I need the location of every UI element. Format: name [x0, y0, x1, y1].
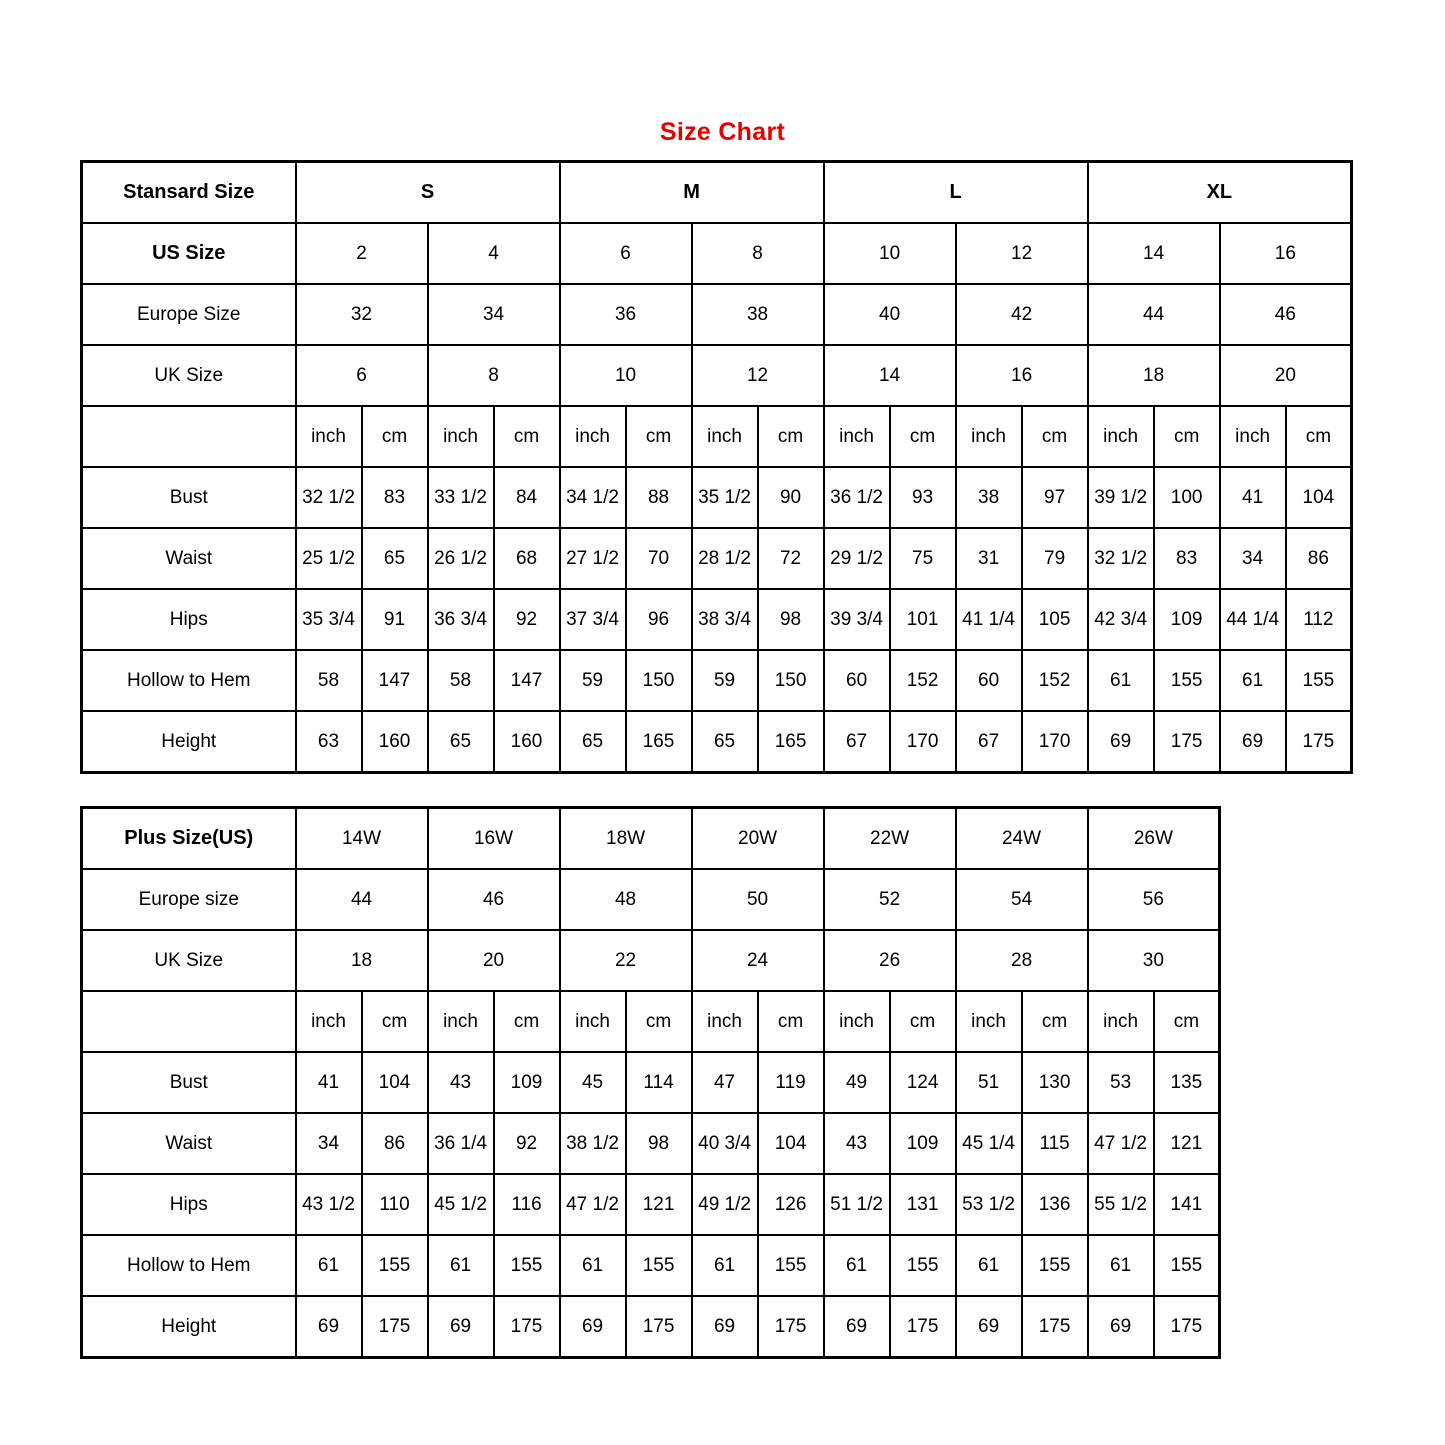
unit-cell: cm: [890, 991, 956, 1052]
measure-value: 37 3/4: [560, 589, 626, 650]
size-value: 44: [296, 869, 428, 930]
measure-value: 147: [494, 650, 560, 711]
row-label: Height: [82, 711, 296, 773]
row-label: Europe size: [82, 869, 296, 930]
measure-value: 165: [626, 711, 692, 773]
unit-cell: cm: [758, 406, 824, 467]
measure-value: 39 3/4: [824, 589, 890, 650]
size-value: 50: [692, 869, 824, 930]
measure-value: 61: [560, 1235, 626, 1296]
measure-value: 40 3/4: [692, 1113, 758, 1174]
size-value: 10: [560, 345, 692, 406]
size-value: 6: [296, 345, 428, 406]
measure-value: 175: [758, 1296, 824, 1358]
size-value: 4: [428, 223, 560, 284]
measure-value: 43: [824, 1113, 890, 1174]
size-value: 20: [1220, 345, 1352, 406]
measure-value: 63: [296, 711, 362, 773]
measure-value: 32 1/2: [1088, 528, 1154, 589]
unit-cell: inch: [692, 991, 758, 1052]
measure-value: 124: [890, 1052, 956, 1113]
size-value: 2: [296, 223, 428, 284]
measure-value: 109: [494, 1052, 560, 1113]
measure-value: 175: [890, 1296, 956, 1358]
measure-value: 53: [1088, 1052, 1154, 1113]
size-value: 36: [560, 284, 692, 345]
measure-value: 91: [362, 589, 428, 650]
unit-cell: cm: [1022, 991, 1088, 1052]
measure-value: 32 1/2: [296, 467, 362, 528]
measure-value: 69: [1220, 711, 1286, 773]
measure-value: 83: [362, 467, 428, 528]
measure-value: 61: [296, 1235, 362, 1296]
measure-value: 98: [626, 1113, 692, 1174]
measure-value: 86: [1286, 528, 1352, 589]
size-value: 46: [428, 869, 560, 930]
measure-value: 53 1/2: [956, 1174, 1022, 1235]
measure-value: 175: [1022, 1296, 1088, 1358]
measure-value: 69: [428, 1296, 494, 1358]
measure-value: 41 1/4: [956, 589, 1022, 650]
measure-value: 59: [560, 650, 626, 711]
unit-cell: cm: [494, 406, 560, 467]
measure-value: 44 1/4: [1220, 589, 1286, 650]
measure-value: 147: [362, 650, 428, 711]
standard-measure-height: [82, 711, 1352, 773]
measure-value: 170: [890, 711, 956, 773]
measure-value: 45 1/2: [428, 1174, 494, 1235]
size-value: 8: [428, 345, 560, 406]
plus-size-24W: 24W: [956, 808, 1088, 870]
measure-value: 101: [890, 589, 956, 650]
plus-measure-hollow-to-hem: [82, 1235, 1220, 1296]
measure-value: 41: [296, 1052, 362, 1113]
measure-value: 36 1/4: [428, 1113, 494, 1174]
standard-measure-waist: [82, 528, 1352, 589]
plus-measure-bust: [82, 1052, 1220, 1113]
page-title: Size Chart: [659, 118, 786, 146]
plus-measure-height: [82, 1296, 1220, 1358]
size-value: 40: [824, 284, 956, 345]
size-value: 8: [692, 223, 824, 284]
measure-value: 150: [626, 650, 692, 711]
measure-value: 51 1/2: [824, 1174, 890, 1235]
measure-value: 165: [758, 711, 824, 773]
size-group-M: M: [560, 162, 824, 224]
measure-value: 65: [692, 711, 758, 773]
size-value: 14: [1088, 223, 1220, 284]
size-value: 10: [824, 223, 956, 284]
size-value: 32: [296, 284, 428, 345]
row-label: Hips: [82, 1174, 296, 1235]
measure-value: 155: [1154, 650, 1220, 711]
measure-value: 155: [1286, 650, 1352, 711]
unit-cell: inch: [824, 406, 890, 467]
measure-value: 100: [1154, 467, 1220, 528]
measure-value: 160: [494, 711, 560, 773]
measure-value: 88: [626, 467, 692, 528]
measure-value: 98: [758, 589, 824, 650]
measure-value: 175: [494, 1296, 560, 1358]
measure-value: 47: [692, 1052, 758, 1113]
measure-value: 115: [1022, 1113, 1088, 1174]
row-label: Hollow to Hem: [82, 650, 296, 711]
standard-measure-bust: [82, 467, 1352, 528]
row-label: UK Size: [82, 930, 296, 991]
unit-cell: inch: [296, 991, 362, 1052]
unit-cell: cm: [626, 406, 692, 467]
size-value: 52: [824, 869, 956, 930]
measure-value: 47 1/2: [560, 1174, 626, 1235]
size-value: 46: [1220, 284, 1352, 345]
measure-value: 116: [494, 1174, 560, 1235]
plus-size-14W: 14W: [296, 808, 428, 870]
size-value: 18: [296, 930, 428, 991]
unit-cell: cm: [1286, 406, 1352, 467]
measure-value: 175: [362, 1296, 428, 1358]
measure-value: 43: [428, 1052, 494, 1113]
size-value: 48: [560, 869, 692, 930]
measure-value: 61: [692, 1235, 758, 1296]
measure-value: 96: [626, 589, 692, 650]
measure-value: 61: [1088, 650, 1154, 711]
measure-value: 26 1/2: [428, 528, 494, 589]
unit-cell: cm: [362, 406, 428, 467]
size-value: 26: [824, 930, 956, 991]
measure-value: 130: [1022, 1052, 1088, 1113]
measure-value: 55 1/2: [1088, 1174, 1154, 1235]
standard-row-europe-size: [82, 284, 1352, 345]
measure-value: 60: [956, 650, 1022, 711]
unit-cell: inch: [692, 406, 758, 467]
measure-value: 69: [560, 1296, 626, 1358]
unit-cell: cm: [362, 991, 428, 1052]
measure-value: 104: [758, 1113, 824, 1174]
size-value: 6: [560, 223, 692, 284]
measure-value: 47 1/2: [1088, 1113, 1154, 1174]
measure-value: 65: [428, 711, 494, 773]
measure-value: 34: [1220, 528, 1286, 589]
size-value: 22: [560, 930, 692, 991]
plus-unit-row: [82, 991, 1220, 1052]
unit-cell: inch: [1088, 406, 1154, 467]
measure-value: 150: [758, 650, 824, 711]
unit-cell: cm: [494, 991, 560, 1052]
standard-size-table: [80, 160, 1353, 774]
measure-value: 112: [1286, 589, 1352, 650]
row-label: Bust: [82, 1052, 296, 1113]
measure-value: 38 3/4: [692, 589, 758, 650]
unit-cell: inch: [428, 406, 494, 467]
measure-value: 29 1/2: [824, 528, 890, 589]
plus-header-row: [82, 808, 1220, 870]
empty-cell: [82, 406, 296, 467]
measure-value: 33 1/2: [428, 467, 494, 528]
empty-cell: [82, 991, 296, 1052]
size-value: 38: [692, 284, 824, 345]
measure-value: 69: [1088, 1296, 1154, 1358]
measure-value: 109: [890, 1113, 956, 1174]
measure-value: 155: [890, 1235, 956, 1296]
measure-value: 136: [1022, 1174, 1088, 1235]
plus-size-16W: 16W: [428, 808, 560, 870]
measure-value: 69: [692, 1296, 758, 1358]
measure-value: 68: [494, 528, 560, 589]
size-value: 20: [428, 930, 560, 991]
measure-value: 83: [1154, 528, 1220, 589]
measure-value: 155: [362, 1235, 428, 1296]
measure-value: 34 1/2: [560, 467, 626, 528]
row-label: US Size: [82, 223, 296, 284]
standard-measure-hollow-to-hem: [82, 650, 1352, 711]
measure-value: 58: [428, 650, 494, 711]
size-value: 56: [1088, 869, 1220, 930]
size-value: 12: [692, 345, 824, 406]
measure-value: 43 1/2: [296, 1174, 362, 1235]
measure-value: 86: [362, 1113, 428, 1174]
size-value: 12: [956, 223, 1088, 284]
measure-value: 92: [494, 589, 560, 650]
unit-cell: inch: [560, 991, 626, 1052]
plus-measure-waist: [82, 1113, 1220, 1174]
measure-value: 135: [1154, 1052, 1220, 1113]
plus-row-europe-size: [82, 869, 1220, 930]
standard-row-uk-size: [82, 345, 1352, 406]
measure-value: 126: [758, 1174, 824, 1235]
measure-value: 69: [296, 1296, 362, 1358]
unit-cell: inch: [956, 991, 1022, 1052]
measure-value: 155: [758, 1235, 824, 1296]
measure-value: 35 3/4: [296, 589, 362, 650]
measure-value: 36 1/2: [824, 467, 890, 528]
measure-value: 84: [494, 467, 560, 528]
measure-value: 67: [956, 711, 1022, 773]
plus-size-26W: 26W: [1088, 808, 1220, 870]
measure-value: 69: [956, 1296, 1022, 1358]
unit-cell: cm: [1154, 991, 1220, 1052]
row-label: Waist: [82, 528, 296, 589]
measure-value: 28 1/2: [692, 528, 758, 589]
unit-cell: cm: [1154, 406, 1220, 467]
measure-value: 90: [758, 467, 824, 528]
measure-value: 61: [1088, 1235, 1154, 1296]
measure-value: 79: [1022, 528, 1088, 589]
row-label: Hollow to Hem: [82, 1235, 296, 1296]
plus-size-header: Plus Size(US): [82, 808, 296, 870]
chart-container: [80, 160, 1365, 1359]
row-label: Bust: [82, 467, 296, 528]
measure-value: 34: [296, 1113, 362, 1174]
measure-value: 58: [296, 650, 362, 711]
measure-value: 61: [956, 1235, 1022, 1296]
measure-value: 109: [1154, 589, 1220, 650]
row-label: UK Size: [82, 345, 296, 406]
unit-cell: inch: [1088, 991, 1154, 1052]
measure-value: 35 1/2: [692, 467, 758, 528]
measure-value: 104: [362, 1052, 428, 1113]
size-value: 42: [956, 284, 1088, 345]
measure-value: 104: [1286, 467, 1352, 528]
unit-cell: cm: [1022, 406, 1088, 467]
size-value: 44: [1088, 284, 1220, 345]
measure-value: 92: [494, 1113, 560, 1174]
standard-header-row: [82, 162, 1352, 224]
measure-value: 105: [1022, 589, 1088, 650]
standard-size-header: Stansard Size: [82, 162, 296, 224]
measure-value: 39 1/2: [1088, 467, 1154, 528]
measure-value: 65: [560, 711, 626, 773]
measure-value: 61: [1220, 650, 1286, 711]
measure-value: 25 1/2: [296, 528, 362, 589]
measure-value: 131: [890, 1174, 956, 1235]
standard-measure-hips: [82, 589, 1352, 650]
row-label: Height: [82, 1296, 296, 1358]
measure-value: 110: [362, 1174, 428, 1235]
row-label: Waist: [82, 1113, 296, 1174]
plus-size-20W: 20W: [692, 808, 824, 870]
unit-cell: inch: [956, 406, 1022, 467]
measure-value: 70: [626, 528, 692, 589]
standard-row-us-size: [82, 223, 1352, 284]
measure-value: 38 1/2: [560, 1113, 626, 1174]
size-value: 18: [1088, 345, 1220, 406]
unit-cell: inch: [560, 406, 626, 467]
measure-value: 175: [1154, 711, 1220, 773]
measure-value: 67: [824, 711, 890, 773]
measure-value: 36 3/4: [428, 589, 494, 650]
measure-value: 175: [1286, 711, 1352, 773]
measure-value: 49: [824, 1052, 890, 1113]
plus-size-table: [80, 806, 1221, 1359]
plus-size-18W: 18W: [560, 808, 692, 870]
size-value: 30: [1088, 930, 1220, 991]
measure-value: 152: [890, 650, 956, 711]
measure-value: 45: [560, 1052, 626, 1113]
measure-value: 175: [1154, 1296, 1220, 1358]
size-value: 16: [1220, 223, 1352, 284]
measure-value: 121: [1154, 1113, 1220, 1174]
measure-value: 152: [1022, 650, 1088, 711]
unit-cell: inch: [1220, 406, 1286, 467]
measure-value: 170: [1022, 711, 1088, 773]
measure-value: 97: [1022, 467, 1088, 528]
measure-value: 61: [428, 1235, 494, 1296]
measure-value: 59: [692, 650, 758, 711]
measure-value: 27 1/2: [560, 528, 626, 589]
measure-value: 160: [362, 711, 428, 773]
row-label: Europe Size: [82, 284, 296, 345]
measure-value: 141: [1154, 1174, 1220, 1235]
measure-value: 155: [626, 1235, 692, 1296]
measure-value: 41: [1220, 467, 1286, 528]
measure-value: 45 1/4: [956, 1113, 1022, 1174]
measure-value: 69: [824, 1296, 890, 1358]
measure-value: 69: [1088, 711, 1154, 773]
measure-value: 42 3/4: [1088, 589, 1154, 650]
measure-value: 38: [956, 467, 1022, 528]
measure-value: 155: [1154, 1235, 1220, 1296]
measure-value: 31: [956, 528, 1022, 589]
size-value: 54: [956, 869, 1088, 930]
measure-value: 49 1/2: [692, 1174, 758, 1235]
measure-value: 75: [890, 528, 956, 589]
unit-cell: cm: [626, 991, 692, 1052]
measure-value: 121: [626, 1174, 692, 1235]
size-value: 16: [956, 345, 1088, 406]
size-value: 24: [692, 930, 824, 991]
unit-cell: cm: [758, 991, 824, 1052]
measure-value: 155: [494, 1235, 560, 1296]
measure-value: 51: [956, 1052, 1022, 1113]
size-group-L: L: [824, 162, 1088, 224]
row-label: Hips: [82, 589, 296, 650]
unit-cell: inch: [296, 406, 362, 467]
standard-unit-row: [82, 406, 1352, 467]
measure-value: 60: [824, 650, 890, 711]
unit-cell: inch: [824, 991, 890, 1052]
measure-value: 155: [1022, 1235, 1088, 1296]
plus-row-uk-size: [82, 930, 1220, 991]
measure-value: 72: [758, 528, 824, 589]
size-value: 14: [824, 345, 956, 406]
plus-measure-hips: [82, 1174, 1220, 1235]
size-value: 34: [428, 284, 560, 345]
size-group-S: S: [296, 162, 560, 224]
measure-value: 93: [890, 467, 956, 528]
measure-value: 119: [758, 1052, 824, 1113]
unit-cell: inch: [428, 991, 494, 1052]
size-value: 28: [956, 930, 1088, 991]
plus-size-22W: 22W: [824, 808, 956, 870]
size-group-XL: XL: [1088, 162, 1352, 224]
measure-value: 114: [626, 1052, 692, 1113]
measure-value: 175: [626, 1296, 692, 1358]
measure-value: 65: [362, 528, 428, 589]
unit-cell: cm: [890, 406, 956, 467]
measure-value: 61: [824, 1235, 890, 1296]
